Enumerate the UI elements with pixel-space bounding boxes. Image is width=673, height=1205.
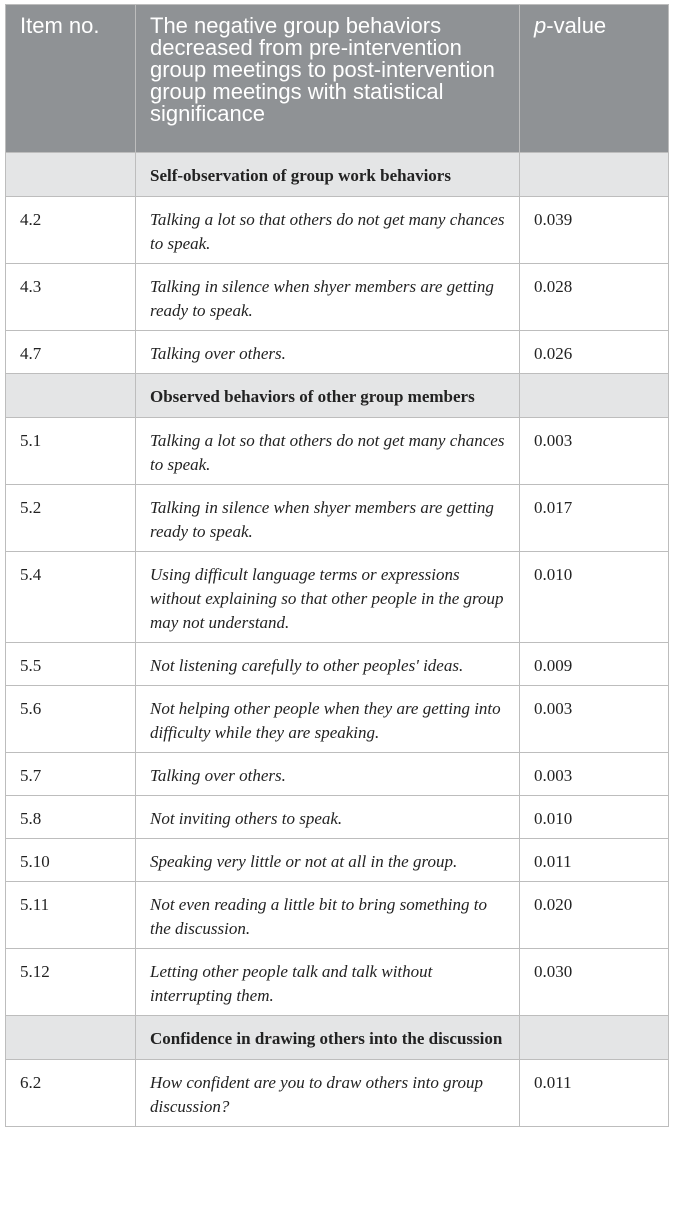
p-value: 0.003: [520, 753, 669, 796]
item-number: 5.5: [6, 643, 136, 686]
header-behavior: The negative group behaviors decreased from pre-intervention group meetings to post-intervention group meetings with statistical significance: [136, 5, 520, 153]
table-row: [6, 552, 669, 643]
header-p-rest: -value: [546, 13, 607, 38]
behavior-text: Talking in silence when shyer members are getting ready to speak.: [136, 264, 520, 331]
p-value: 0.010: [520, 552, 669, 643]
table-row: [6, 331, 669, 374]
behavior-text: Talking in silence when shyer members are getting ready to speak.: [136, 485, 520, 552]
table-row: [6, 1060, 669, 1127]
behavior-text: Not even reading a little bit to bring something to the discussion.: [136, 882, 520, 949]
header-row: [6, 5, 669, 153]
p-value: 0.020: [520, 882, 669, 949]
section-empty-cell: [6, 1016, 136, 1060]
behavior-text: Talking over others.: [136, 753, 520, 796]
behavior-text: Not listening carefully to other peoples' ideas.: [136, 643, 520, 686]
table-row: [6, 839, 669, 882]
item-number: 5.7: [6, 753, 136, 796]
p-value: 0.011: [520, 1060, 669, 1127]
table-row: [6, 643, 669, 686]
behavior-text: How confident are you to draw others into group discussion?: [136, 1060, 520, 1127]
behavior-text: Talking a lot so that others do not get many chances to speak.: [136, 418, 520, 485]
header-p-italic: p: [534, 13, 547, 38]
p-value: 0.009: [520, 643, 669, 686]
table-row: [6, 753, 669, 796]
item-number: 4.3: [6, 264, 136, 331]
table-row: [6, 418, 669, 485]
item-number: 6.2: [6, 1060, 136, 1127]
item-number: 5.4: [6, 552, 136, 643]
section-header-row: [6, 1016, 669, 1060]
p-value: 0.026: [520, 331, 669, 374]
p-value: 0.003: [520, 686, 669, 753]
item-number: 5.11: [6, 882, 136, 949]
item-number: 4.2: [6, 197, 136, 264]
behavior-text: Letting other people talk and talk without interrupting them.: [136, 949, 520, 1016]
behavior-text: Talking a lot so that others do not get many chances to speak.: [136, 197, 520, 264]
section-empty-cell: [520, 1016, 669, 1060]
section-empty-cell: [520, 153, 669, 197]
behavior-text: Speaking very little or not at all in the group.: [136, 839, 520, 882]
table-row: [6, 197, 669, 264]
p-value: 0.003: [520, 418, 669, 485]
p-value: 0.011: [520, 839, 669, 882]
p-value: 0.028: [520, 264, 669, 331]
section-header-row: [6, 374, 669, 418]
item-number: 5.1: [6, 418, 136, 485]
table-row: [6, 796, 669, 839]
header-p-value: [520, 5, 669, 153]
item-number: 4.7: [6, 331, 136, 374]
item-number: 5.8: [6, 796, 136, 839]
behavior-text: Talking over others.: [136, 331, 520, 374]
table-row: [6, 949, 669, 1016]
behavior-text: Using difficult language terms or expressions without explaining so that other people in the group may not understand.: [136, 552, 520, 643]
section-title: Confidence in drawing others into the discussion: [136, 1016, 520, 1060]
section-empty-cell: [6, 374, 136, 418]
results-table: [5, 4, 669, 1127]
section-empty-cell: [6, 153, 136, 197]
header-item-no: Item no.: [6, 5, 136, 153]
table-row: [6, 264, 669, 331]
table-body: [6, 153, 669, 1127]
section-empty-cell: [520, 374, 669, 418]
p-value: 0.039: [520, 197, 669, 264]
p-value: 0.030: [520, 949, 669, 1016]
section-title: Observed behaviors of other group members: [136, 374, 520, 418]
table-row: [6, 882, 669, 949]
p-value: 0.017: [520, 485, 669, 552]
item-number: 5.2: [6, 485, 136, 552]
item-number: 5.6: [6, 686, 136, 753]
p-value: 0.010: [520, 796, 669, 839]
section-title: Self-observation of group work behaviors: [136, 153, 520, 197]
item-number: 5.10: [6, 839, 136, 882]
section-header-row: [6, 153, 669, 197]
table-row: [6, 686, 669, 753]
behavior-text: Not helping other people when they are getting into difficulty while they are speaking.: [136, 686, 520, 753]
behavior-text: Not inviting others to speak.: [136, 796, 520, 839]
table-row: [6, 485, 669, 552]
item-number: 5.12: [6, 949, 136, 1016]
